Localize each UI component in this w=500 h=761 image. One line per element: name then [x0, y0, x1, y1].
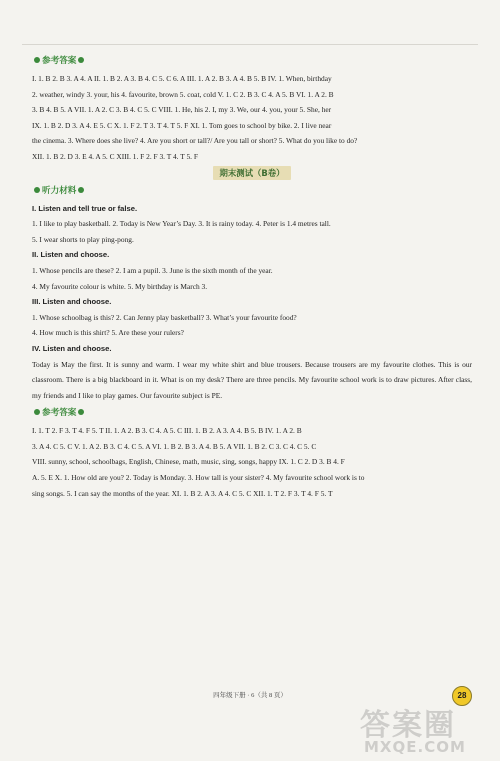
listening-heading: 听力材料 — [32, 184, 472, 196]
content-area — [32, 50, 472, 501]
bullet-dot-icon — [34, 187, 40, 193]
listening-line: 4. My favourite colour is white. 5. My birthday is March 3. — [32, 281, 208, 291]
listening-line: 1. Whose schoolbag is this? 2. Can Jenny play basketball? 3. What’s your favourite food? — [32, 312, 297, 322]
listening-part-2 — [32, 247, 472, 294]
answer-line: A. 5. E X. 1. How old are you? 2. Today is Monday. 3. How tall is your sister? 4. My favourite school work is to — [32, 473, 365, 483]
page-footer: 四年级下册 · 6（共 8 页） — [213, 692, 287, 699]
listening-line: 5. I wear shorts to play ping-pong. — [32, 234, 134, 244]
part-title: II. Listen and choose. — [32, 250, 110, 260]
answer-line: VIII. sunny, school, schoolbags, English, Chinese, math, music, sing, songs, happy IX. 1. C 2. D 3. B 4. F — [32, 457, 345, 467]
bullet-dot-icon — [78, 409, 84, 415]
part-title: III. Listen and choose. — [32, 297, 112, 307]
answer-key-heading-2: 参考答案 — [32, 406, 472, 418]
page-number-badge: 28 — [452, 686, 472, 706]
part-title: IV. Listen and choose. — [32, 343, 112, 353]
answer-line: IX. 1. B 2. D 3. A 4. E 5. C X. 1. F 2. T 3. T 4. T 5. F XI. 1. Tom goes to school by bike. 2. I live near — [32, 120, 332, 130]
bullet-dot-icon — [34, 57, 40, 63]
answer-key-1 — [32, 71, 472, 165]
watermark-text-small: MXQE.COM — [364, 738, 466, 756]
answer-line: XII. 1. B 2. D 3. E 4. A 5. C XIII. 1. F 2. F 3. T 4. T 5. F — [32, 151, 198, 161]
answer-line: 3. B 4. B 5. A VII. 1. A 2. C 3. B 4. C 5. C VIII. 1. He, his 2. I, my 3. We, our 4. you, your 5. She, her — [32, 105, 332, 115]
listening-passage: Today is May the first. It is sunny and warm. I wear my white shirt and blue trousers. Because trousers are my favourite clothes. This is our classroom. There is a big blackboard in it. What is on my desk? There are three pencils. My favourite school work is to draw pictures. After class, my friends and I like to play games. Our favourite subject is PE. — [32, 359, 472, 400]
listening-part-3 — [32, 294, 472, 341]
answer-line: sing songs. 5. I can say the months of the year. XI. 1. B 2. A 3. A 4. C 5. C XII. 1. T 2. F 3. T 4. F 5. T — [32, 488, 333, 498]
answer-line: 3. A 4. C 5. C V. 1. A 2. B 3. C 4. C 5. A VI. 1. B 2. B 3. A 4. B 5. A VII. 1. B 2. C 3. C 4. C 5. C — [32, 441, 317, 451]
listening-part-4 — [32, 341, 472, 403]
site-watermark-logo — [358, 700, 493, 756]
answer-line: 2. weather, windy 3. your, his 4. favourite, brown 5. coat, cold V. 1. C 2. B 3. C 4. A 5. B VI. 1. A 2. B — [32, 89, 334, 99]
bullet-dot-icon — [78, 187, 84, 193]
listening-line: 4. How much is this shirt? 5. Are these your rulers? — [32, 328, 184, 338]
answer-key-2 — [32, 423, 472, 501]
watermark-text-large: 答案圈 — [360, 708, 456, 743]
answer-line: I. 1. T 2. F 3. T 4. F 5. T II. 1. A 2. B 3. C 4. A 5. C III. 1. B 2. A 3. A 4. B 5. B IV. 1. A 2. B — [32, 426, 302, 436]
answer-line: I. 1. B 2. B 3. A 4. A II. 1. B 2. A 3. B 4. C 5. C 6. A III. 1. A 2. B 3. A 4. B 5. B IV. 1. When, birthday — [32, 74, 332, 83]
top-rule — [22, 44, 478, 45]
part-title: I. Listen and tell true or false. — [32, 203, 138, 213]
bullet-dot-icon — [78, 57, 84, 63]
answer-line: the cinema. 3. Where does she live? 4. Are you short or tall?/ Are you tall or short? 5. What do you like to do? — [32, 136, 358, 146]
listening-line: 1. I like to play basketball. 2. Today is New Year’s Day. 3. It is rainy today. 4. Peter is 1.4 metres tall. — [32, 219, 331, 229]
listening-line: 1. Whose pencils are these? 2. I am a pupil. 3. June is the sixth month of the year. — [32, 265, 273, 275]
final-test-banner: 期末测试（B卷） — [213, 166, 291, 180]
answer-key-heading-1: 参考答案 — [32, 54, 472, 66]
bullet-dot-icon — [34, 409, 40, 415]
listening-part-1 — [32, 201, 472, 248]
